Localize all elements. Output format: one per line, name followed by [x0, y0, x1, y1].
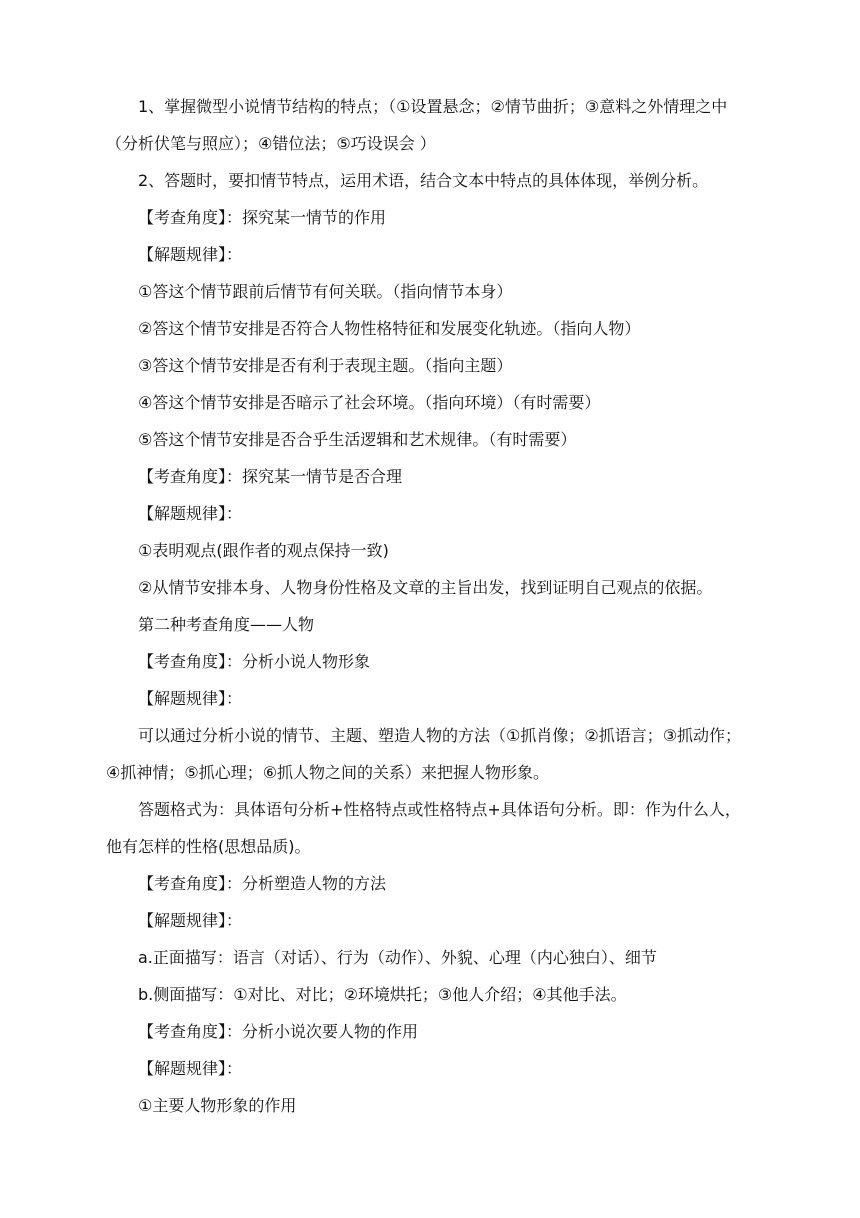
heading-rule: 【解题规律】：: [138, 504, 243, 523]
paragraph-plot-structure: 1、掌握微型小说情节结构的特点；（①设置悬念；②情节曲折；③意料之外情理之中: [138, 97, 728, 116]
heading-rule: 【解题规律】：: [138, 245, 243, 264]
document-page: [106, 88, 756, 1124]
section-heading-character: 第二种考查角度——人物: [138, 615, 315, 634]
list-item: ①表明观点(跟作者的观点保持一致): [138, 541, 389, 560]
paragraph-plot-structure-cont: （分析伏笔与照应）；④错位法；⑤巧设误会 ）: [106, 134, 436, 153]
list-item: ②从情节安排本身、人物身份性格及文章的主旨出发，找到证明自己观点的依据。: [138, 578, 713, 597]
heading-rule: 【解题规律】：: [138, 1059, 243, 1078]
list-item: b.侧面描写：①对比、对比；②环境烘托；③他人介绍；④其他手法。: [138, 985, 627, 1004]
list-item: ③答这个情节安排是否有利于表现主题。（指向主题）: [138, 356, 513, 375]
paragraph-answer-format: 答题格式为：具体语句分析+性格特点或性格特点+具体语句分析。即：作为什么人，: [138, 800, 741, 819]
heading-angle: 【考查角度】：探究某一情节是否合理: [138, 467, 403, 486]
heading-angle: 【考查角度】：分析小说次要人物的作用: [138, 1022, 419, 1041]
heading-angle: 【考查角度】：分析塑造人物的方法: [138, 874, 387, 893]
heading-rule: 【解题规律】：: [138, 911, 243, 930]
heading-angle: 【考查角度】：探究某一情节的作用: [138, 208, 387, 227]
heading-angle: 【考查角度】：分析小说人物形象: [138, 652, 371, 671]
list-item: ①答这个情节跟前后情节有何关联。（指向情节本身）: [138, 282, 513, 301]
heading-rule: 【解题规律】：: [138, 689, 243, 708]
list-item: a.正面描写：语言（对话）、行为（动作）、外貌、心理（内心独白）、细节: [138, 948, 657, 967]
paragraph-answer-method: 2、答题时，要扣情节特点，运用术语，结合文本中特点的具体体现，举例分析。: [138, 171, 709, 190]
paragraph-character-analysis-cont: ④抓神情；⑤抓心理；⑥抓人物之间的关系）来把握人物形象。: [106, 763, 550, 782]
list-item: ⑤答这个情节安排是否合乎生活逻辑和艺术规律。（有时需要）: [138, 430, 577, 449]
list-item: ②答这个情节安排是否符合人物性格特征和发展变化轨迹。（指向人物）: [138, 319, 641, 338]
list-item: ①主要人物形象的作用: [138, 1096, 297, 1115]
paragraph-answer-format-cont: 他有怎样的性格(思想品质)。: [106, 837, 311, 856]
paragraph-character-analysis: 可以通过分析小说的情节、主题、塑造人物的方法（①抓肖像；②抓语言；③抓动作；: [138, 726, 742, 745]
list-item: ④答这个情节安排是否暗示了社会环境。（指向环境）（有时需要）: [138, 393, 601, 412]
